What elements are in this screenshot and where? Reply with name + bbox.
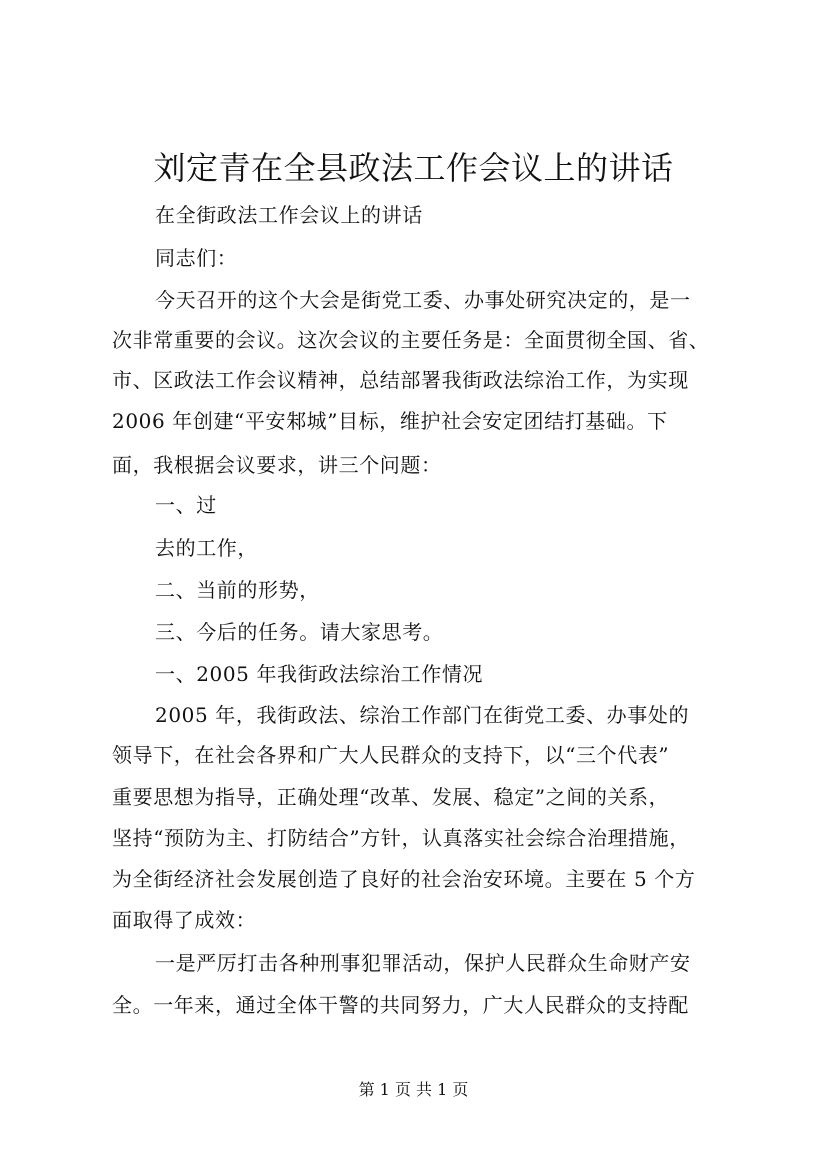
outline-item: 二、当前的形势， <box>155 578 320 602</box>
body-line: 为全街经济社会发展创造了良好的社会治安环境。主要在 5 个方 <box>112 867 696 891</box>
body-line: 重要思想为指导，正确处理“改革、发展、稳定”之间的关系， <box>112 785 670 809</box>
body-line: 全。一年来，通过全体干警的共同努力，广大人民群众的支持配 <box>112 993 689 1017</box>
body-line: 次非常重要的会议。这次会议的主要任务是：全面贯彻全国、省、 <box>112 328 710 352</box>
outline-item: 三、今后的任务。请大家思考。 <box>155 620 444 644</box>
body-line: 领导下，在社会各界和广大人民群众的支持下，以“三个代表” <box>112 743 670 767</box>
outline-item: 一、过 <box>155 493 217 517</box>
body-line: 市、区政法工作会议精神，总结部署我街政法综治工作，为实现 <box>112 368 689 392</box>
body-line: 面，我根据会议要求，讲三个问题： <box>112 453 442 477</box>
body-line: 坚持“预防为主、打防结合”方针，认真落实社会综合治理措施， <box>112 826 690 850</box>
outline-item: 去的工作， <box>155 536 258 560</box>
body-line: 面取得了成效： <box>112 908 257 932</box>
body-line: 今天召开的这个大会是街党工委、办事处研究决定的，是一 <box>155 288 691 312</box>
subtitle-line: 在全街政法工作会议上的讲话 <box>155 203 423 227</box>
document-title: 刘定青在全县政法工作会议上的讲话 <box>153 149 674 187</box>
salutation-line: 同志们： <box>155 246 238 270</box>
body-line: 一是严厉打击各种刑事犯罪活动，保护人民群众生命财产安 <box>155 951 691 975</box>
body-line: 2005 年，我街政法、综治工作部门在街党工委、办事处的 <box>155 703 690 727</box>
section-heading: 一、2005 年我街政法综治工作情况 <box>155 662 484 686</box>
body-line: 2006 年创建“平安邾城”目标，维护社会安定团结打基础。下 <box>112 409 668 433</box>
page-number-footer: 第 1 页 共 1 页 <box>358 1080 469 1099</box>
